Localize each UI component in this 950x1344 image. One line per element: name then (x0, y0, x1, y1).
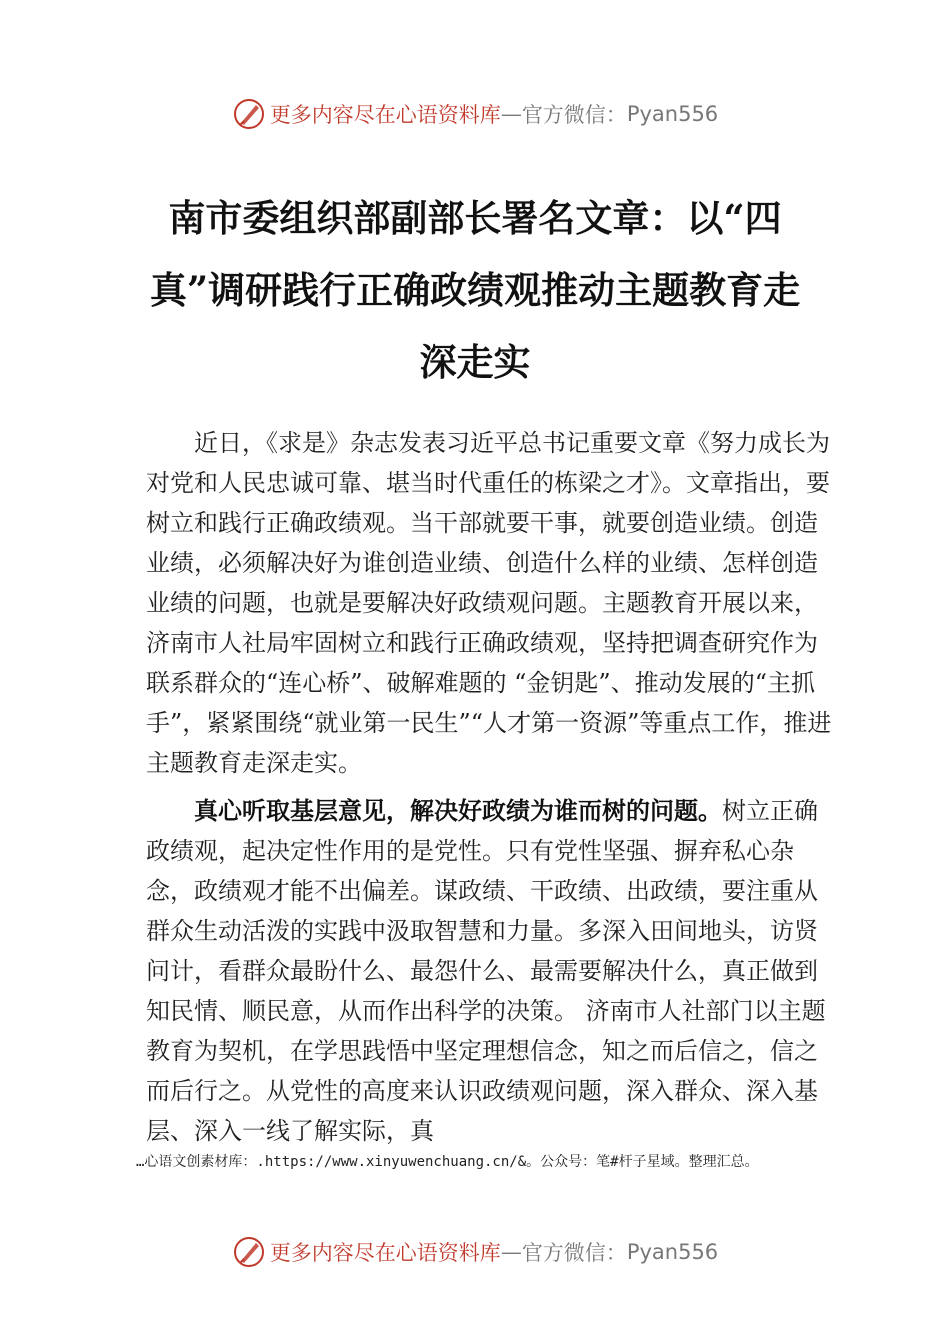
banner-separator: — (500, 1240, 522, 1264)
paragraph-2-lead: 真心听取基层意见，解决好政绩为谁而树的问题。 (194, 797, 722, 825)
paragraph-2-body: 树立正确政绩观，起决定性作用的是党性。只有党性坚强、摒弃私心杂念，政绩观才能不出偏差。谋政绩、干政绩、出政绩，要注重从群众生动活泼的实践中汲取智慧和力量。多深入田间地头，访贤问计，看群众最盼什么、最怨什么、最需要解决什么，真正做到知民情、顺民意，从而作出科学的决策。 济南市人社部门以主题教育为契机，在学思践悟中坚定理想信念，知之而后信之，信之而后行之。从党性的高度来认识政绩观问题，深入群众、深入基层、深入一线了解实际，真 (146, 797, 826, 1145)
banner-brand-text: 更多内容尽在心语资料库 (269, 1241, 501, 1265)
banner-wechat-id: Pyan556 (626, 102, 719, 126)
quill-logo-icon (232, 1235, 266, 1269)
quill-logo-icon (232, 97, 266, 131)
document-body (146, 423, 832, 1159)
banner-separator: — (500, 102, 522, 126)
banner-wechat-label: 官方微信： (521, 1241, 627, 1265)
paragraph-1: 近日，《求是》杂志发表习近平总书记重要文章《努力成长为对党和人民忠诚可靠、堪当时代重任的栋梁之才》。文章指出，要树立和践行正确政绩观。当干部就要干事，就要创造业绩。创造业绩，必须解决好为谁创造业绩、创造什么样的业绩、怎样创造业绩的问题，也就是要解决好政绩观问题。主题教育开展以来，济南市人社局牢固树立和践行正确政绩观，坚持把调查研究作为联系群众的“连心桥”、破解难题的 “金钥匙”、推动发展的“主抓手”，紧紧围绕“就业第一民生”“人才第一资源”等重点工作，推进主题教育走深走实。 (146, 429, 832, 777)
paragraph-2 (146, 791, 832, 1151)
source-footnote: …心语文创素材库：.https://www.xinyuwenchuang.cn/&。公众号：笔#杆子星域。整理汇总。 (136, 1154, 759, 1170)
banner-wechat-id: Pyan556 (626, 1240, 719, 1264)
document-title: 南市委组织部副部长署名文章：以“四真”调研践行正确政绩观推动主题教育走深走实 (149, 196, 801, 384)
banner-brand-text: 更多内容尽在心语资料库 (269, 103, 501, 127)
banner-wechat-label: 官方微信： (521, 103, 627, 127)
footer-banner (0, 1230, 950, 1274)
header-banner (0, 92, 950, 136)
